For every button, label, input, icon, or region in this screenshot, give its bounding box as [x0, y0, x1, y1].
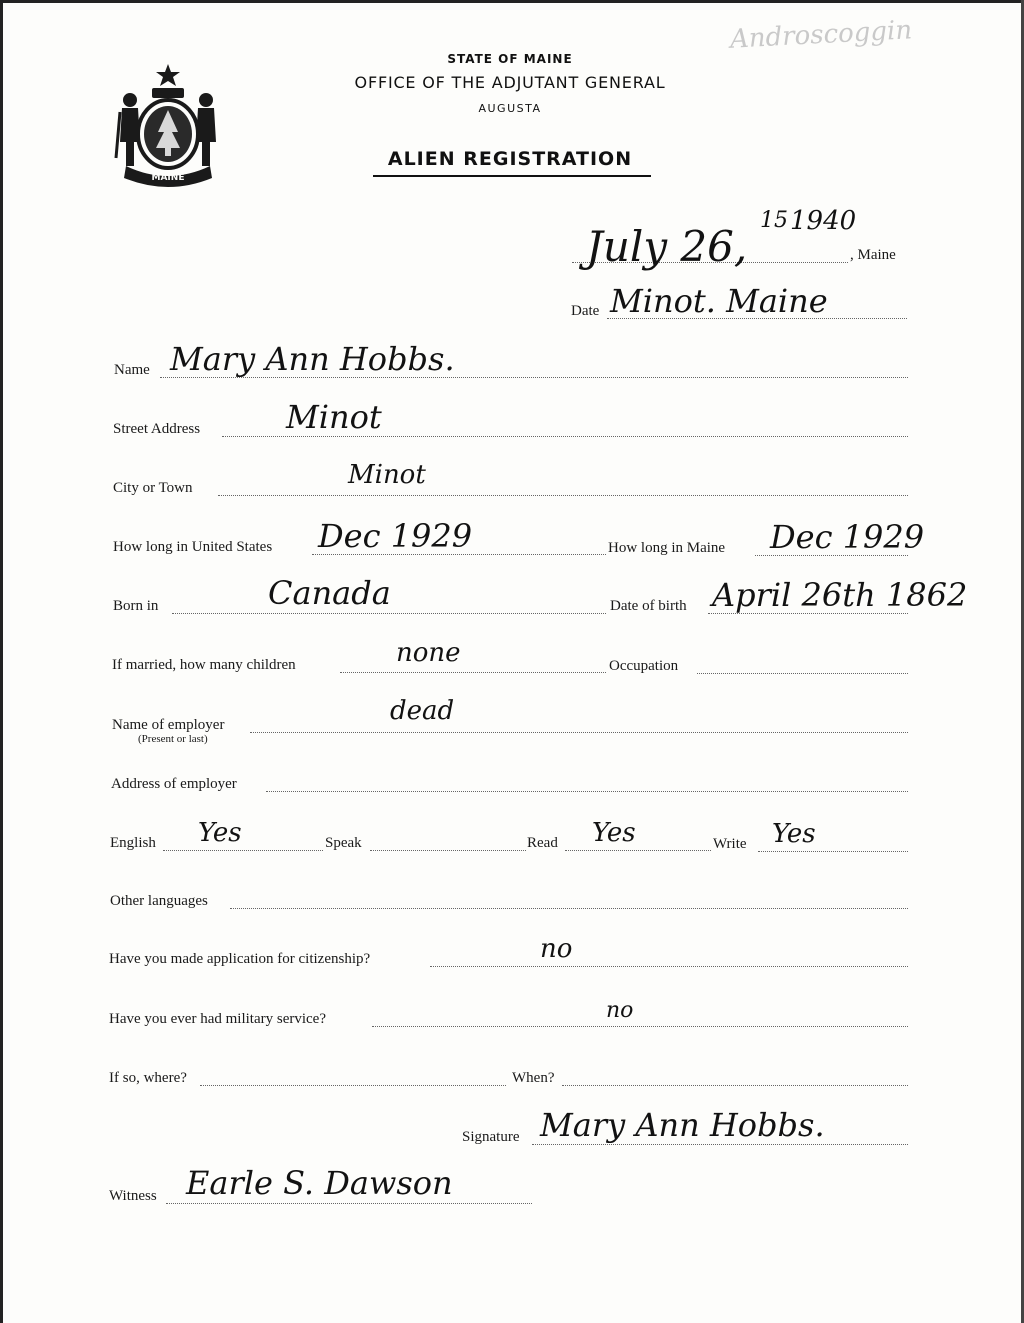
header-city: AUGUSTA	[478, 102, 542, 115]
date-state-suffix: , Maine	[850, 247, 896, 263]
place-value: Minot. Maine	[610, 282, 828, 320]
page-border-left	[0, 0, 3, 1323]
speak-label: Speak	[325, 835, 362, 851]
signature-value: Mary Ann Hobbs.	[540, 1106, 825, 1144]
date-label: Date	[571, 303, 600, 319]
date-day-correction: 15	[760, 208, 788, 233]
write-line	[758, 851, 908, 852]
employer-line	[250, 732, 908, 733]
if-so-where-label: If so, where?	[109, 1070, 187, 1086]
occupation-line	[697, 673, 908, 674]
children-value: none	[396, 638, 461, 668]
other-languages-line	[230, 908, 908, 909]
employer-sublabel: (Present or last)	[138, 733, 208, 745]
dob-label: Date of birth	[610, 598, 687, 614]
street-address-value: Minot	[286, 398, 382, 436]
write-value: Yes	[772, 819, 816, 849]
speak-line	[370, 850, 526, 851]
svg-text:MAINE: MAINE	[151, 173, 185, 183]
header-state: STATE OF MAINE	[447, 52, 573, 66]
maine-state-seal-icon	[112, 62, 224, 188]
title-underline	[373, 175, 651, 177]
read-value: Yes	[592, 818, 636, 848]
witness-value: Earle S. Dawson	[186, 1164, 453, 1202]
citizenship-value: no	[540, 934, 573, 964]
born-in-line	[172, 613, 606, 614]
write-label: Write	[713, 836, 747, 852]
page-border-top	[0, 0, 1024, 3]
when-label: When?	[512, 1070, 555, 1086]
dob-value: April 26th 1862	[712, 576, 968, 614]
children-line	[340, 672, 606, 673]
how-long-us-value: Dec 1929	[318, 517, 473, 555]
how-long-maine-value: Dec 1929	[770, 518, 925, 556]
occupation-label: Occupation	[609, 658, 679, 674]
when-line	[562, 1085, 908, 1086]
if-so-where-line	[200, 1085, 506, 1086]
city-label: City or Town	[113, 480, 193, 496]
date-value: July 26,	[586, 222, 748, 271]
name-value: Mary Ann Hobbs.	[170, 340, 455, 378]
employer-label: Name of employer	[112, 717, 225, 733]
military-line	[372, 1026, 908, 1027]
read-label: Read	[527, 835, 558, 851]
born-in-value: Canada	[268, 574, 391, 612]
military-value: no	[606, 998, 634, 1023]
employer-value: dead	[390, 696, 455, 726]
city-line	[218, 495, 908, 496]
form-title: ALIEN REGISTRATION	[387, 148, 633, 170]
english-value: Yes	[198, 818, 242, 848]
citizenship-label: Have you made application for citizenship?	[109, 951, 371, 967]
employer-address-label: Address of employer	[111, 776, 237, 792]
street-address-label: Street Address	[113, 421, 201, 437]
children-label: If married, how many children	[112, 657, 296, 673]
witness-line	[166, 1203, 532, 1204]
citizenship-line	[430, 966, 908, 967]
signature-label: Signature	[462, 1129, 520, 1145]
read-line	[565, 850, 711, 851]
how-long-maine-label: How long in Maine	[608, 540, 726, 556]
other-languages-label: Other languages	[110, 893, 208, 909]
name-label: Name	[114, 362, 150, 378]
date-year: 1940	[790, 206, 857, 236]
how-long-us-label: How long in United States	[113, 539, 273, 555]
english-label: English	[110, 835, 156, 851]
archive-pencil-note: Androscoggin	[729, 15, 913, 55]
signature-line	[532, 1144, 908, 1145]
english-line	[163, 850, 323, 851]
employer-address-line	[266, 791, 908, 792]
born-in-label: Born in	[113, 598, 159, 614]
witness-label: Witness	[109, 1188, 157, 1204]
header-office: OFFICE OF THE ADJUTANT GENERAL	[354, 73, 666, 92]
military-label: Have you ever had military service?	[109, 1011, 326, 1027]
city-value: Minot	[348, 460, 426, 490]
street-address-line	[222, 436, 908, 437]
